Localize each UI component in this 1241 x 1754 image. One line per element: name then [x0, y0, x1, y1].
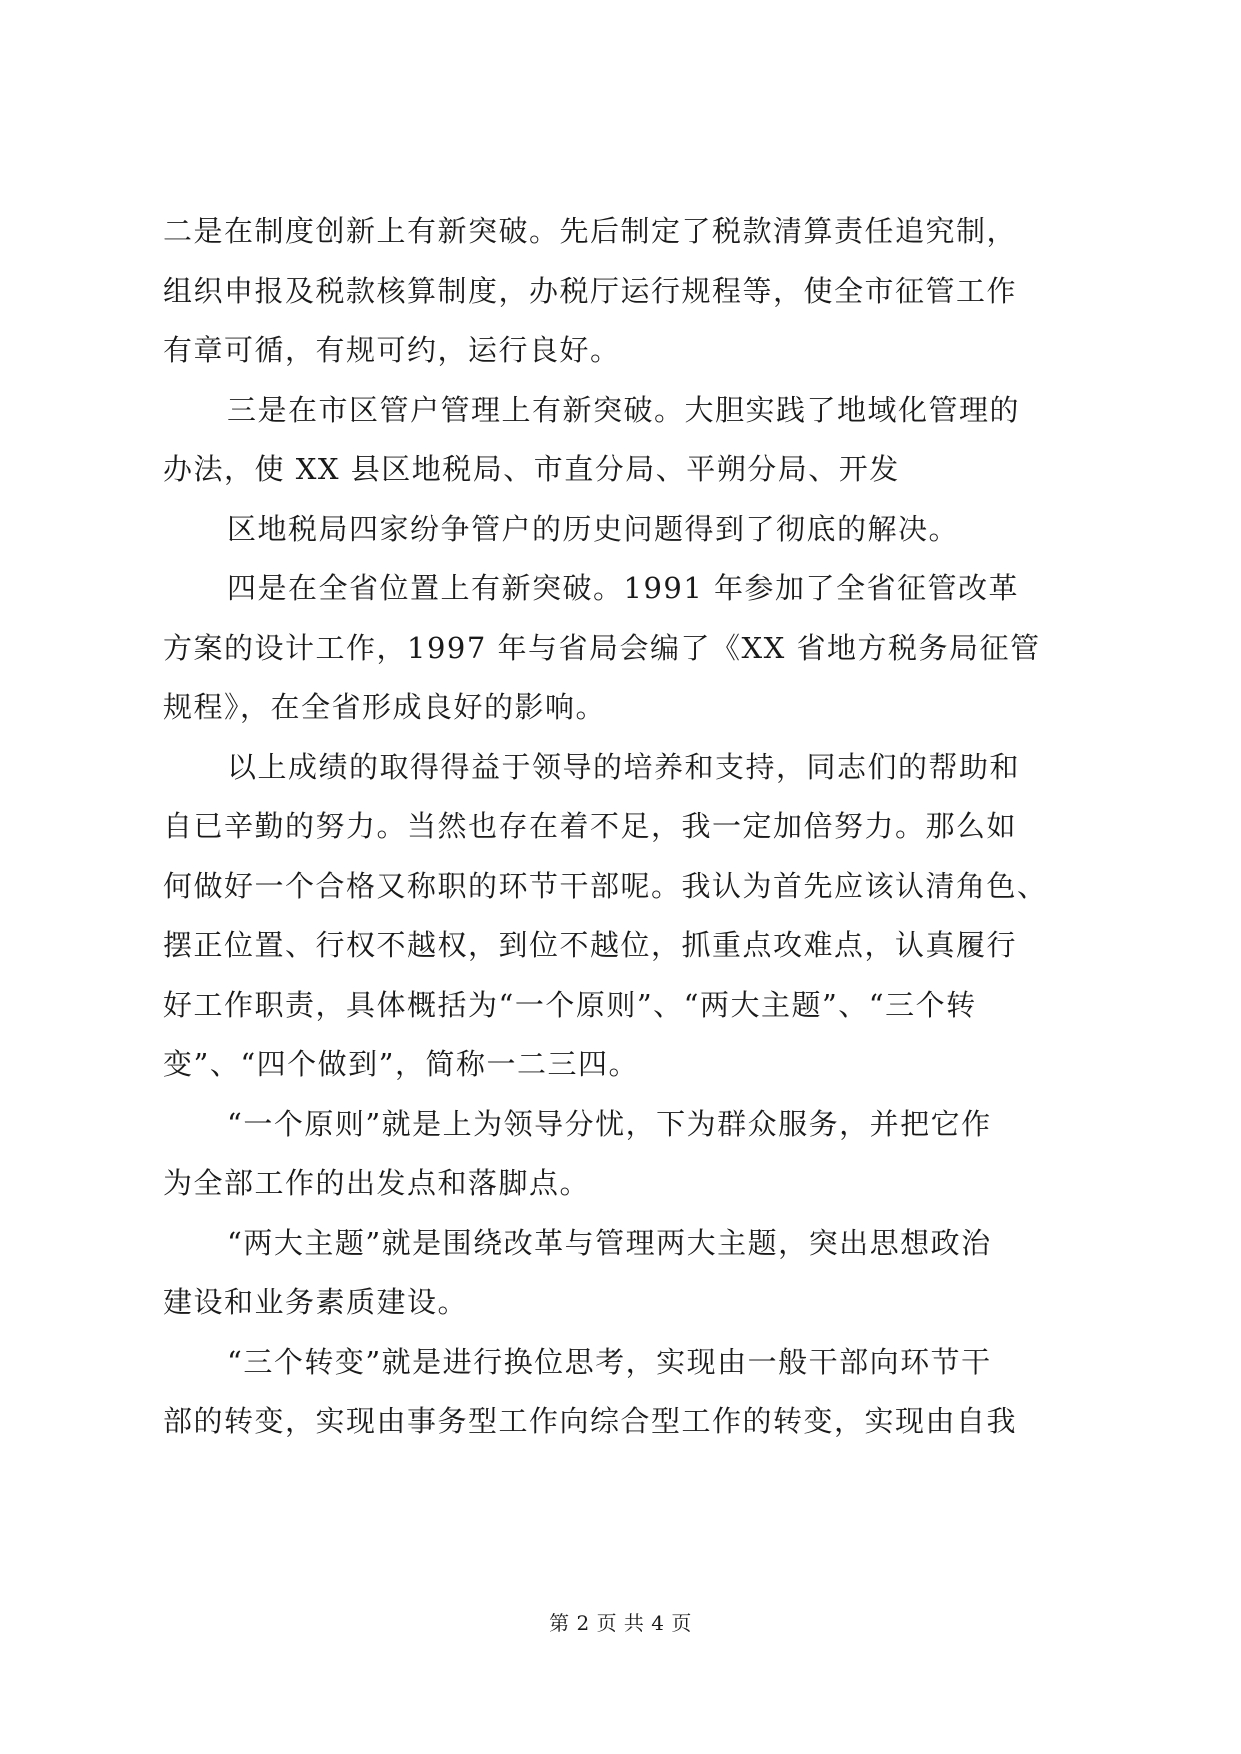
- text-line-2: 组织申报及税款核算制度，办税厅运行规程等，使全市征管工作: [163, 273, 1018, 308]
- text-line-14: 好工作职责，具体概括为“一个原则”、“两大主题”、“三个转: [163, 987, 977, 1022]
- text-line-9: 规程》，在全省形成良好的影响。: [163, 690, 607, 724]
- text-line-12: 何做好一个合格又称职的环节干部呢。我认为首先应该认清角色、: [163, 868, 1048, 903]
- text-line-20: “三个转变”就是进行换位思考，实现由一般干部向环节干: [227, 1344, 992, 1379]
- text-line-6: 区地税局四家纷争管户的历史问题得到了彻底的解决。: [227, 511, 960, 546]
- text-line-4: 三是在市区管户管理上有新突破。大胆实践了地域化管理的: [227, 392, 1021, 427]
- text-line-16: “一个原则”就是上为领导分忧，下为群众服务，并把它作: [227, 1106, 992, 1141]
- text-line-11: 自已辛勤的努力。当然也存在着不足，我一定加倍努力。那么如: [163, 809, 1018, 843]
- text-line-10: 以上成绩的取得得益于领导的培养和支持，同志们的帮助和: [227, 749, 1021, 784]
- text-line-3: 有章可循，有规可约，运行良好。: [163, 333, 621, 367]
- page-number-footer: 第 2 页 共 4 页: [549, 1611, 692, 1635]
- text-line-13: 摆正位置、行权不越权，到位不越位，抓重点攻难点，认真履行: [163, 928, 1018, 962]
- text-line-19: 建设和业务素质建设。: [163, 1285, 469, 1319]
- text-line-17: 为全部工作的出发点和落脚点。: [163, 1166, 591, 1200]
- text-line-1: 二是在制度创新上有新突破。先后制定了税款清算责任追究制，: [163, 214, 1018, 248]
- document-body: [163, 202, 1083, 1452]
- text-line-7: 四是在全省位置上有新突破。1991 年参加了全省征管改革: [227, 571, 1020, 605]
- text-line-5: 办法，使 XX 县区地税局、市直分局、平朔分局、开发: [163, 452, 900, 486]
- text-line-21: 部的转变，实现由事务型工作向综合型工作的转变，实现由自我: [163, 1404, 1018, 1438]
- text-line-8: 方案的设计工作，1997 年与省局会编了《XX 省地方税务局征管: [163, 630, 1041, 665]
- text-line-15: 变”、“四个做到”，简称一二三四。: [163, 1047, 639, 1081]
- text-line-18: “两大主题”就是围绕改革与管理两大主题，突出思想政治: [227, 1225, 992, 1260]
